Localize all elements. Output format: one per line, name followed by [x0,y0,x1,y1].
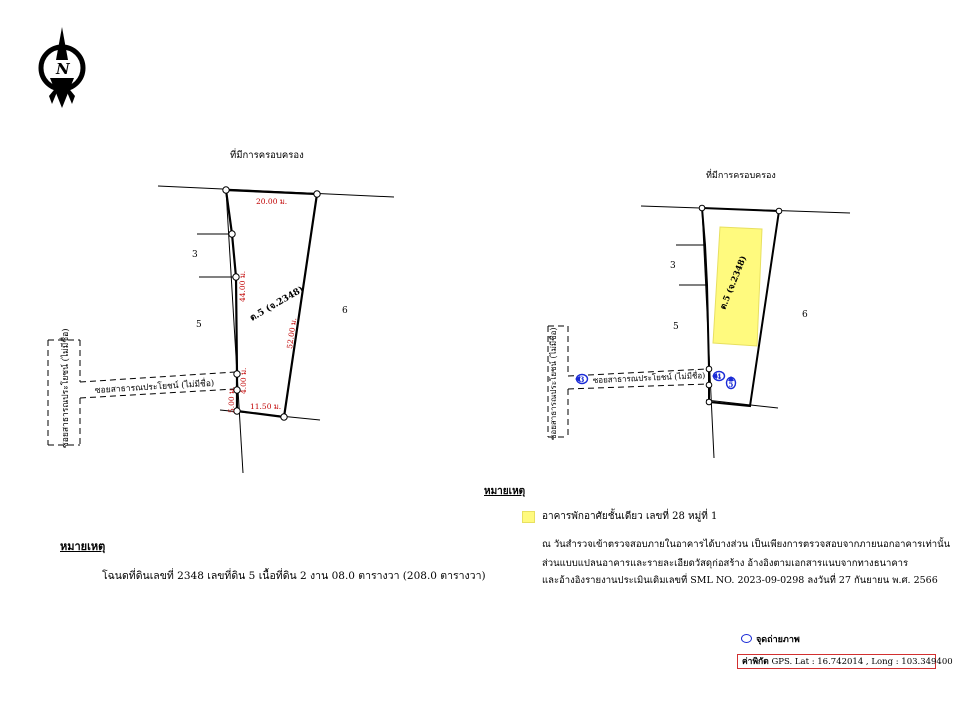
left-neighbor-5: 5 [196,320,202,330]
right-plot-map [548,205,850,458]
left-dim-left: 44.00 ม. [238,270,247,302]
left-dim-bottom: 11.50 ม. [250,402,282,411]
photo-point-icon [741,634,752,643]
left-alley-v-label: ซอยสาธารณประโยชน์ (ไม่มีชื่อ) [61,328,71,448]
right-neighbor-6: 6 [802,310,808,320]
left-lot-label: ต.5 (จ.2348) [248,284,306,324]
notes-line-2: ส่วนแบบแปลนอาคารและรายละเอียดวัสดุก่อสร้าง อ้างอิงตามเอกสารแนบจากทางธนาคาร [542,558,909,569]
svg-text:3: 3 [579,375,585,384]
photo-point-3 [575,375,588,385]
left-dim-seg2: 5.00 ม. [227,386,236,413]
left-neighbor-3: 3 [192,250,198,260]
photo-point-5 [727,376,736,389]
left-plot-map [48,186,394,473]
left-dim-right: 52.00 ม. [285,317,299,350]
building-legend-label: อาคารพักอาศัยชั้นเดียว เลขที่ 28 หมู่ที่ 1 [542,511,718,522]
notes-line-3: และอ้างอิงรายงานประเมินเดิมเลขที่ SML NO. 2023-09-0298 ลงวันที่ 27 กันยายน พ.ศ. 2566 [542,575,938,586]
notes-line-1: ณ วันสำรวจเข้าตรวจสอบภายในอาคารได้บางส่วน เป็นเพียงการตรวจสอบจากภายนอกอาคารเท่านั้น [542,539,951,550]
right-top-road-label: ที่มีการครอบครอง [706,171,776,181]
photo-point-4 [712,372,725,382]
right-alley-v-label: ซอยสาธารณประโยชน์ (ไม่มีชื่อ) [549,327,558,440]
building-legend-swatch [522,511,535,523]
right-neighbor-3: 3 [670,261,676,271]
left-alley-h-label: ซอยสาธารณประโยชน์ (ไม่มีชื่อ) [94,378,215,396]
compass-letter: N [56,60,70,78]
left-dim-top: 20.00 ม. [256,197,288,206]
photo-legend-label: จุดถ่ายภาพ [756,635,800,645]
right-alley-h-label: ซอยสาธารณประโยชน์ (ไม่มีชื่อ) [592,371,706,385]
left-neighbor-6: 6 [342,306,348,316]
svg-text:4: 4 [716,372,722,381]
left-notes-text: โฉนดที่ดินเลขที่ 2348 เลขที่ดิน 5 เนื้อที่ดิน 2 งาน 08.0 ตารางวา (208.0 ตารางวา) [102,570,486,582]
right-neighbor-5: 5 [673,322,679,332]
right-lot-label: ต.5 (จ.2348) [718,254,750,312]
north-arrow-icon [41,27,83,108]
gps-value: GPS. Lat : 16.742014 , Long : 103.349400 [771,657,953,667]
svg-text:5: 5 [728,380,734,389]
gps-label: ค่าพิกัด [742,657,769,667]
left-top-road-label: ที่มีการครอบครอง [230,150,304,161]
gps-coordinates-box [737,654,953,669]
left-notes-title: หมายเหตุ [60,540,106,553]
right-notes-title: หมายเหตุ [484,486,526,497]
left-dim-seg1: 4.00 ม. [239,367,248,394]
